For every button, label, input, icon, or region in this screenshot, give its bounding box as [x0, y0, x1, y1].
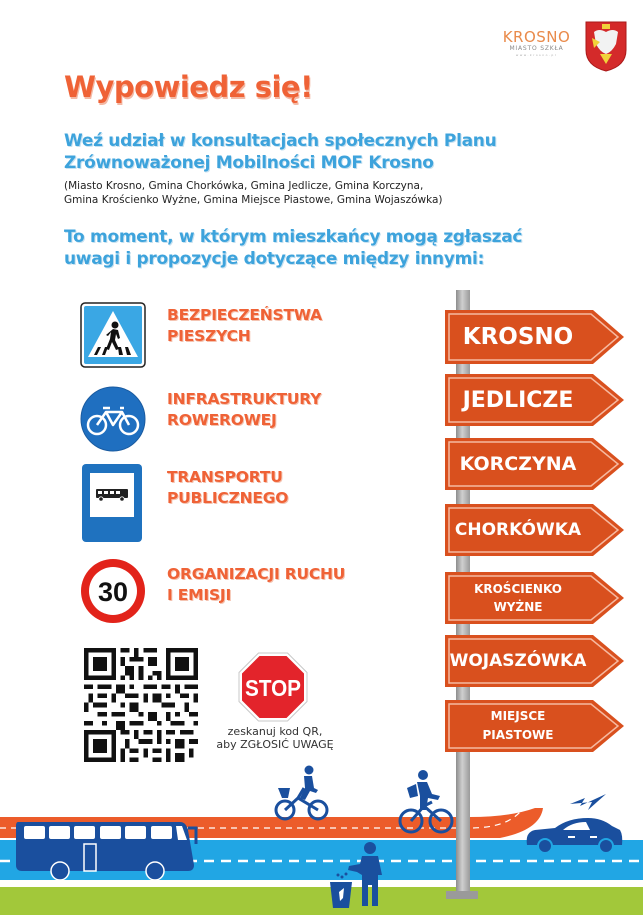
sign-label: CHORKÓWKA: [454, 520, 582, 540]
subtitle: [64, 130, 496, 174]
road-scene-illustration: [0, 760, 643, 915]
topic-line-1: TRANSPORTU: [167, 468, 283, 486]
sign-label: KROSNO: [462, 324, 574, 350]
qr-code[interactable]: [84, 648, 198, 762]
svg-text:30: 30: [97, 577, 129, 607]
intro-line-1: To moment, w którym mieszkańcy mogą zgłaszać: [64, 227, 523, 247]
pedestrian-crossing-sign-icon: [80, 302, 146, 368]
direction-sign-krosno: [443, 308, 626, 366]
topic-line-2: PUBLICZNEGO: [167, 489, 289, 507]
direction-sign-kroscienko-wyzne: [443, 570, 626, 626]
stop-sign-icon: [238, 652, 308, 722]
municipalities-note: [64, 179, 443, 207]
speed-limit-sign-icon: [80, 558, 146, 624]
svg-text:STOP: STOP: [245, 674, 302, 702]
intro-line-2: uwagi i propozycje dotyczące między innymi:: [64, 249, 485, 269]
topic-line-1: ORGANIZACJI RUCHU: [167, 565, 346, 583]
signpost-base: [446, 891, 478, 899]
topic-line-1: INFRASTRUKTURY: [167, 390, 322, 408]
direction-sign-jedlicze: [443, 372, 626, 428]
sign-label: KROŚCIENKO WYŻNE: [474, 582, 562, 614]
bus-stop-sign-icon: [82, 464, 142, 542]
krosno-logo: [499, 30, 574, 58]
subtitle-line-2: Zrównoważonej Mobilności MOF Krosno: [64, 153, 434, 173]
direction-sign-miejsce-piastowe: [443, 698, 626, 754]
direction-sign-korczyna: [443, 436, 626, 492]
topic-line-2: ROWEROWEJ: [167, 411, 277, 429]
topic-line-2: I EMISJI: [167, 586, 232, 604]
page-title: Wypowiedz się!: [64, 70, 313, 104]
sign-label: MIEJSCE PIASTOWE: [482, 709, 554, 742]
logo-name: KROSNO: [502, 28, 571, 46]
coat-of-arms-icon: [584, 20, 628, 72]
topic-public-transport: [167, 467, 288, 509]
logo-tagline: MIASTO SZKŁA: [509, 45, 564, 52]
note-line-2: Gmina Krościenko Wyżne, Gmina Miejsce Piastowe, Gmina Wojaszówka): [64, 194, 443, 206]
direction-sign-chorkowka: [443, 502, 626, 558]
intro-text: [64, 226, 522, 270]
logo-url: www.krosno.pl: [515, 53, 558, 57]
note-line-1: (Miasto Krosno, Gmina Chorkówka, Gmina Jedlicze, Gmina Korczyna,: [64, 180, 424, 192]
topic-bicycle-infrastructure: [167, 389, 321, 431]
direction-sign-wojaszowka: [443, 633, 626, 689]
subtitle-line-1: Weź udział w konsultacjach społecznych Planu: [64, 131, 497, 151]
caption-line-2: aby ZGŁOSIĆ UWAGĘ: [216, 738, 334, 751]
topic-pedestrian-safety: [167, 305, 322, 347]
topic-line-2: PIESZYCH: [167, 327, 251, 345]
topic-line-1: BEZPIECZEŃSTWA: [167, 306, 322, 324]
sign-label: JEDLICZE: [462, 387, 574, 413]
electric-car-icon: [527, 794, 623, 853]
sign-label: KORCZYNA: [459, 453, 577, 475]
bicycle-path-sign-icon: [80, 386, 146, 452]
sign-label: WOJASZÓWKA: [449, 651, 587, 671]
topic-traffic-emissions: [167, 564, 345, 606]
caption-line-1: zeskanuj kod QR,: [227, 725, 323, 738]
qr-caption: [200, 725, 350, 751]
